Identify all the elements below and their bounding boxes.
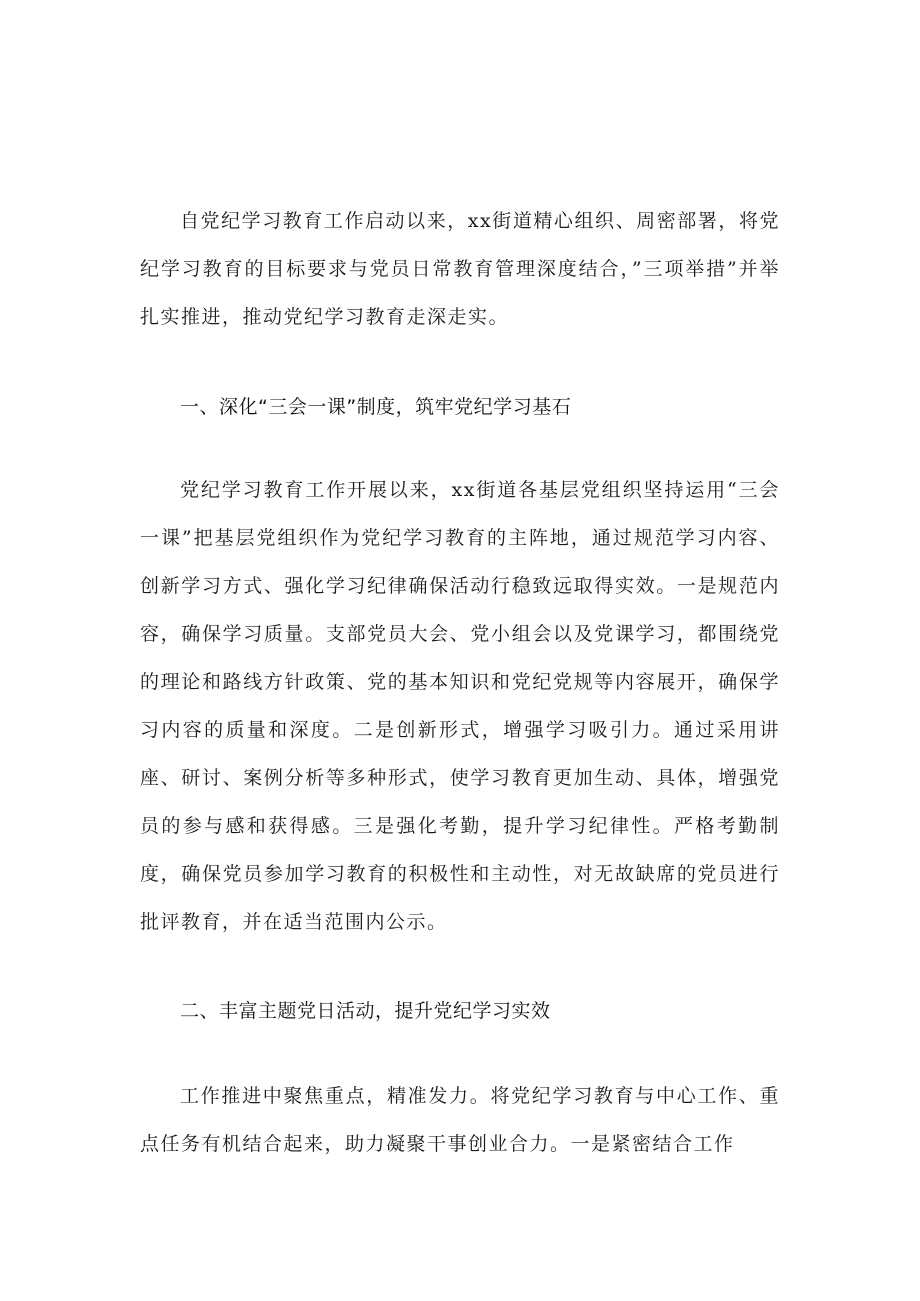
section-1-heading: 一、深化“三会一课”制度，筑牢党纪学习基石: [180, 396, 572, 418]
section-2-paragraph: 工作推进中聚焦重点，精准发力。将党纪学习教育与中心工作、重点任务有机结合起来，助力凝聚干事创业合力。一是紧密结合工作: [140, 1085, 780, 1155]
intro-paragraph: 自党纪学习教育工作启动以来，xx街道精心组织、周密部署，将党纪学习教育的目标要求与党员日常教育管理深度结合，”三项举措”并举扎实推进，推动党纪学习教育走深走实。: [140, 210, 780, 328]
section-1-paragraph: 党纪学习教育工作开展以来，xx街道各基层党组织坚持运用“三会一课”把基层党组织作为党纪学习教育的主阵地，通过规范学习内容、创新学习方式、强化学习纪律确保活动行稳致远取得实效。一是规范内容，确保学习质量。支部党员大会、党小组会以及党课学习，都围绕党的理论和路线方针政策、党的基本知识和党纪党规等内容展开，确保学习内容的质量和深度。二是创新形式，增强学习吸引力。通过采用讲座、研讨、案例分析等多种形式，使学习教育更加生动、具体，增强党员的参与感和获得感。三是强化考勤，提升学习纪律性。严格考勤制度，确保党员参加学习教育的积极性和主动性，对无故缺席的党员进行批评教育，并在适当范围内公示。: [140, 479, 780, 933]
section-2-heading: 二、丰富主题党日活动，提升党纪学习实效: [180, 1000, 551, 1022]
